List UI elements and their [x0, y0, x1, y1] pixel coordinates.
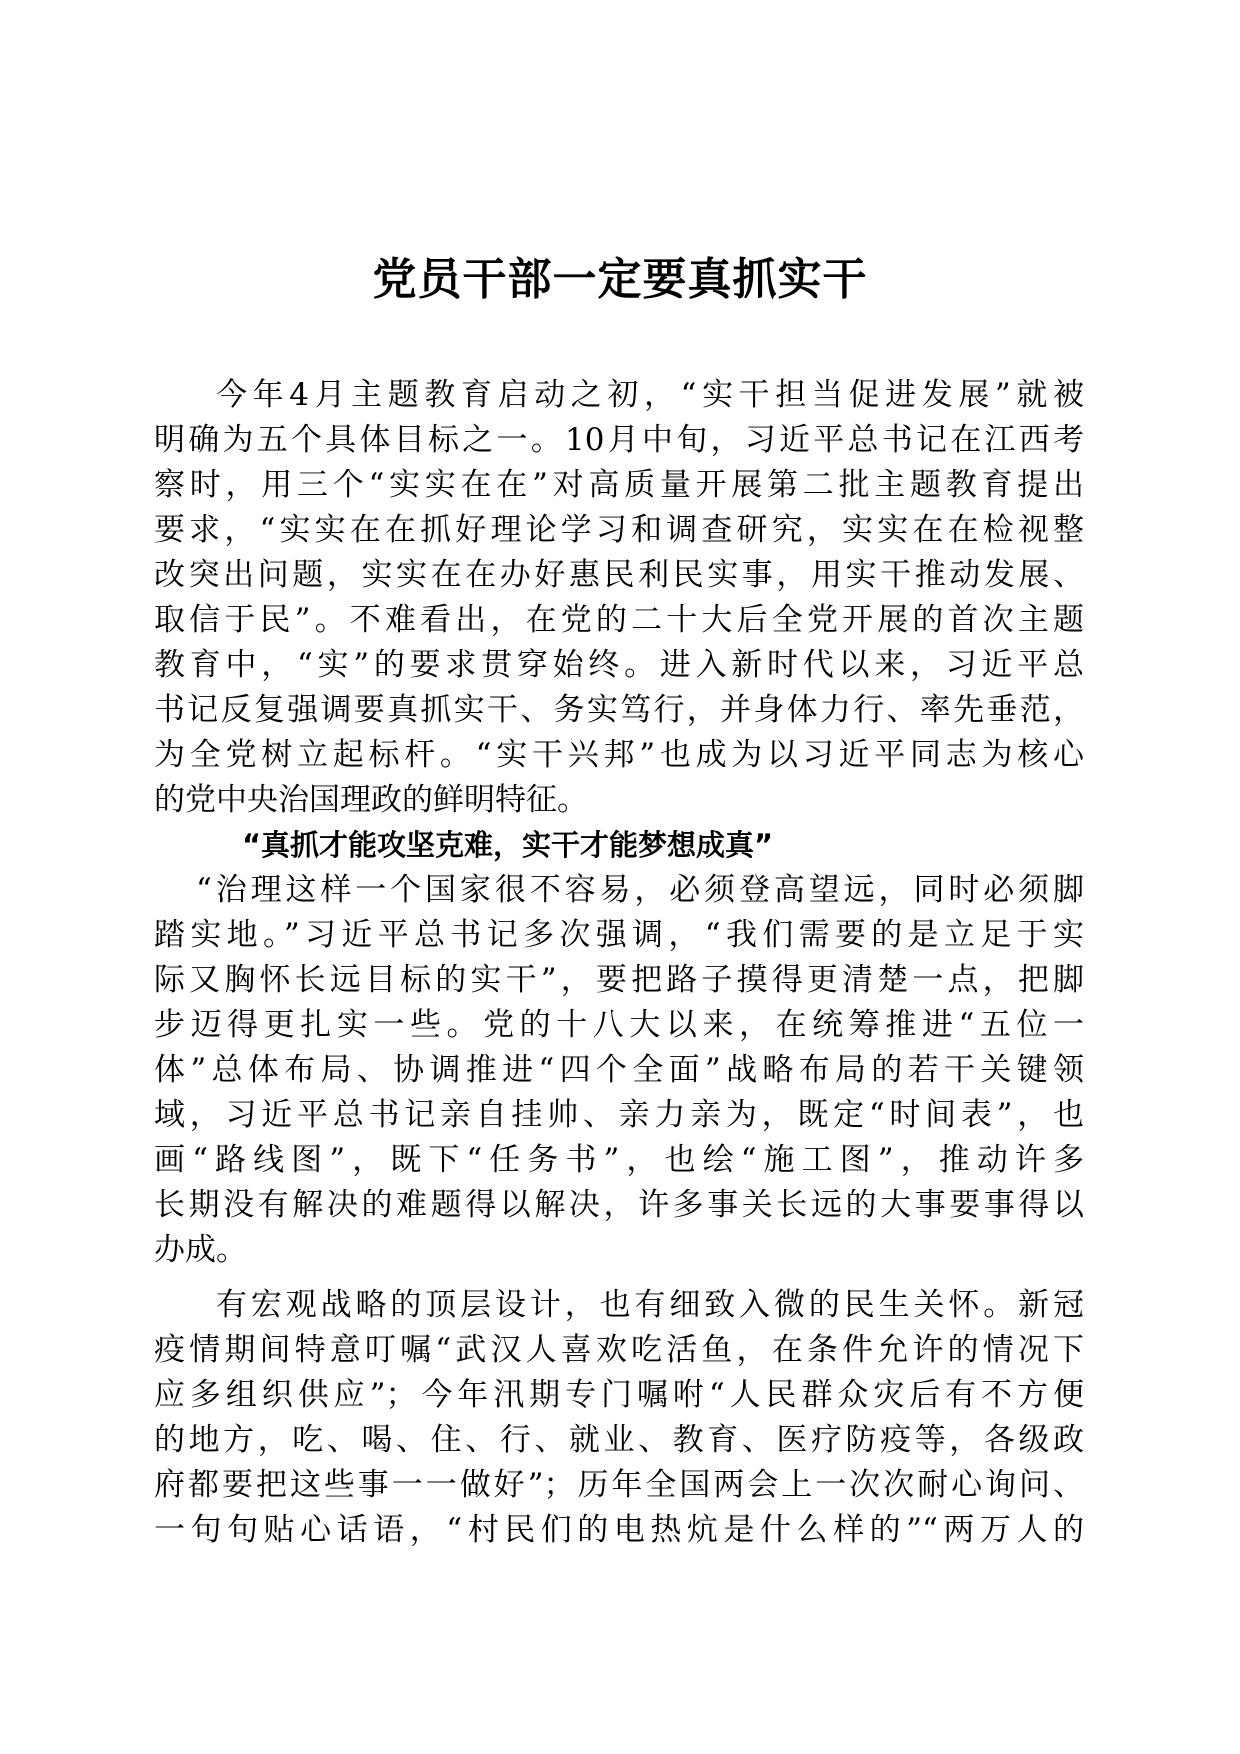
text-line: 办成。	[154, 1232, 247, 1268]
text-line: 改突出问题，实实在在办好惠民利民实事，用实干推动发展、	[154, 557, 1084, 593]
text-line: 画“路线图”，既下“任务书”，也绘“施工图”，推动许多	[154, 1142, 1084, 1178]
section-heading: “真抓才能攻坚克难，实干才能梦想成真”	[242, 828, 774, 862]
text-line: 域，习近平总书记亲自挂帅、亲力亲为，既定“时间表”，也	[154, 1097, 1084, 1133]
text-line: 为全党树立起标杆。“实干兴邦”也成为以习近平同志为核心	[154, 737, 1084, 773]
text-line: 长期没有解决的难题得以解决，许多事关长远的大事要事得以	[154, 1187, 1084, 1223]
text-line: 今年4月主题教育启动之初，“实干担当促进发展”就被	[216, 377, 1084, 413]
document-body	[154, 373, 1084, 1553]
text-line: 应多组织供应”；今年汛期专门嘱咐“人民群众灾后有不方便	[154, 1377, 1084, 1413]
text-line: 察时，用三个“实实在在”对高质量开展第二批主题教育提出	[154, 467, 1084, 503]
text-line: “治理这样一个国家很不容易，必须登高望远，同时必须脚	[196, 872, 1084, 908]
text-line: 的地方，吃、喝、住、行、就业、教育、医疗防疫等，各级政	[154, 1422, 1084, 1458]
paragraph-2	[154, 868, 1084, 1273]
text-line: 明确为五个具体目标之一。10月中旬，习近平总书记在江西考	[154, 422, 1084, 458]
text-line: 书记反复强调要真抓实干、务实笃行，并身体力行、率先垂范，	[154, 692, 1084, 728]
text-line: 的党中央治国理政的鲜明特征。	[154, 782, 588, 818]
text-line: 体”总体布局、协调推进“四个全面”战略布局的若干关键领	[154, 1052, 1084, 1088]
text-line: 教育中，“实”的要求贯穿始终。进入新时代以来，习近平总	[154, 647, 1084, 683]
paragraph-spacer	[154, 1273, 1084, 1283]
document-title: 党员干部一定要真抓实干	[372, 254, 868, 305]
text-line: 一句句贴心话语，“村民们的电热炕是什么样的”“两万人的	[154, 1512, 1084, 1548]
text-line: 际又胸怀长远目标的实干”，要把路子摸得更清楚一点，把脚	[154, 962, 1084, 998]
paragraph-3	[154, 1283, 1084, 1553]
paragraph-1	[154, 373, 1084, 823]
text-line: 有宏观战略的顶层设计，也有细致入微的民生关怀。新冠	[216, 1287, 1084, 1323]
text-line: 疫情期间特意叮嘱“武汉人喜欢吃活鱼，在条件允许的情况下	[154, 1332, 1084, 1368]
text-line: 府都要把这些事一一做好”；历年全国两会上一次次耐心询问、	[154, 1467, 1084, 1503]
text-line: 步迈得更扎实一些。党的十八大以来，在统筹推进“五位一	[154, 1007, 1084, 1043]
text-line: 要求，“实实在在抓好理论学习和调查研究，实实在在检视整	[154, 512, 1084, 548]
text-line: 取信于民”。不难看出，在党的二十大后全党开展的首次主题	[154, 602, 1084, 638]
text-line: 踏实地。”习近平总书记多次强调，“我们需要的是立足于实	[154, 917, 1084, 953]
